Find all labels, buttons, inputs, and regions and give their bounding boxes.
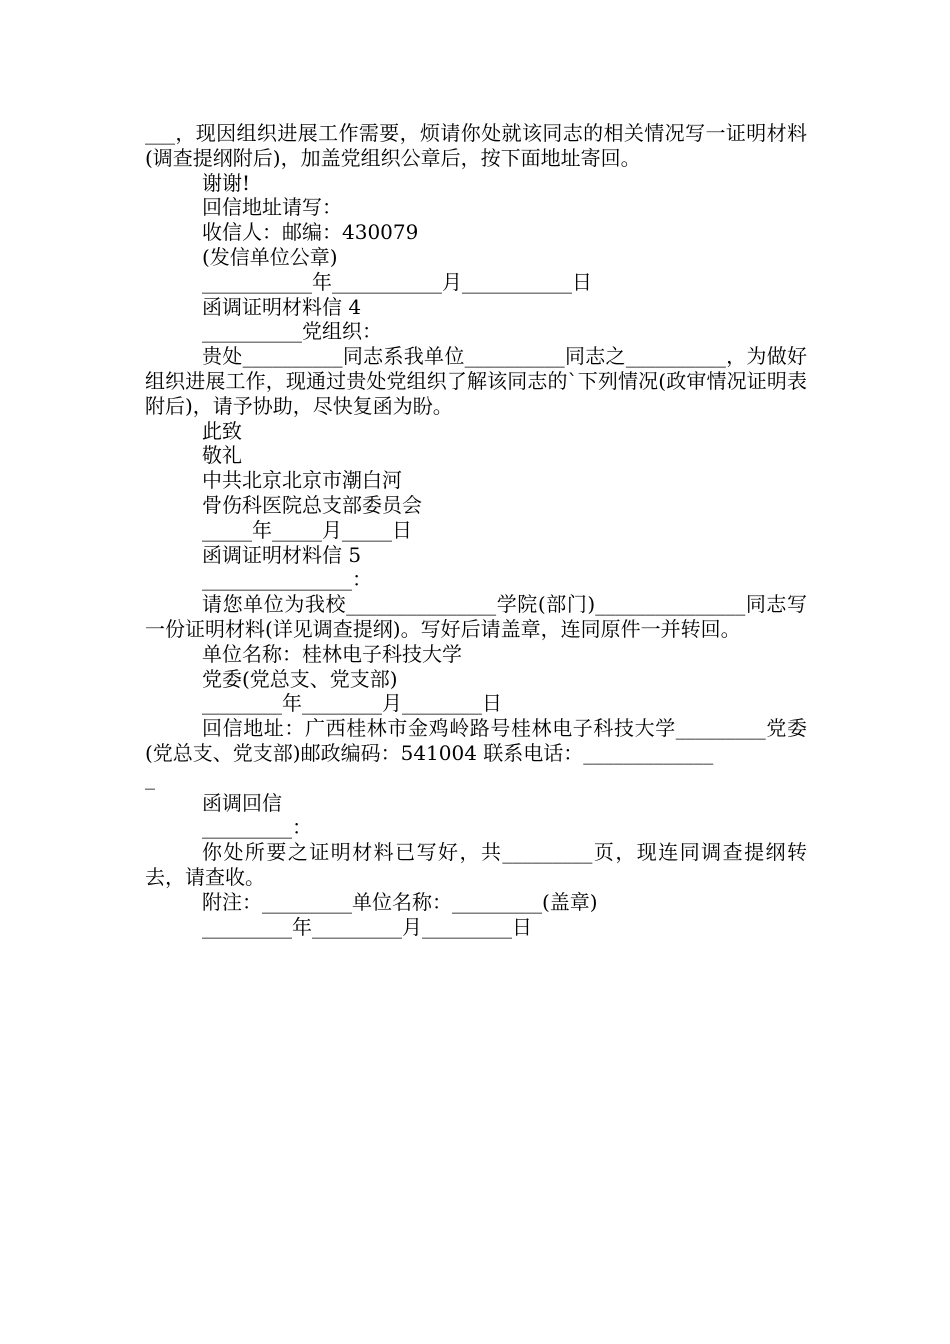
text-line-17: 请您单位为我校_______________学院(部门)_______________同志写一份证明材料(详见调查提纲)。写好后请盖章，连同原件一并转回。 bbox=[145, 592, 807, 641]
text-line-9: 贵处__________同志系我单位__________同志之__________，为做好组织进展工作，现通过贵处党组织了解该同志的`下列情况(政审情况证明表附后)，请予协助，尽快复函为盼。 bbox=[145, 344, 807, 418]
date-line-4: _________年_________月_________日 bbox=[202, 914, 532, 939]
heading-letter-5: 函调证明材料信 5 bbox=[202, 542, 362, 567]
text-line-8: __________党组织： bbox=[202, 319, 382, 344]
text-line-16: _______________： bbox=[202, 567, 372, 592]
text-line-24: _________： bbox=[202, 815, 312, 840]
date-line-3: ________年________月________日 bbox=[202, 691, 502, 716]
heading-reply-letter: 函调回信 bbox=[202, 790, 282, 815]
text-line-1: ___，现因组织进展工作需要，烦请你处就该同志的相关情况写一证明材料(调查提纲附后)，加盖党组织公章后，按下面地址寄回。 bbox=[145, 121, 807, 170]
text-line-22: _ bbox=[145, 765, 155, 790]
text-line-3: 回信地址请写： bbox=[202, 195, 342, 220]
heading-letter-4: 函调证明材料信 4 bbox=[202, 294, 362, 319]
text-line-13: 骨伤科医院总支部委员会 bbox=[202, 492, 422, 517]
text-line-26: 附注：_________单位名称：_________(盖章) bbox=[202, 889, 598, 914]
text-line-11: 敬礼 bbox=[202, 443, 242, 468]
text-line-21: 回信地址：广西桂林市金鸡岭路号桂林电子科技大学_________党委(党总支、党支部)邮政编码：541004 联系电话：_____________ bbox=[145, 716, 807, 765]
text-line-2: 谢谢! bbox=[202, 170, 251, 195]
text-line-12: 中共北京北京市潮白河 bbox=[202, 468, 402, 493]
date-line-2: _____年_____月_____日 bbox=[202, 517, 412, 542]
document-body bbox=[145, 121, 807, 939]
text-line-25: 你处所要之证明材料已写好，共_________页，现连同调查提纲转去，请查收。 bbox=[145, 840, 807, 889]
text-line-10: 此致 bbox=[202, 418, 242, 443]
text-line-19: 党委(党总支、党支部) bbox=[202, 666, 398, 691]
text-line-18: 单位名称：桂林电子科技大学 bbox=[202, 641, 462, 666]
text-line-5: (发信单位公章) bbox=[202, 244, 338, 269]
date-line-1: ___________年___________月___________日 bbox=[202, 269, 592, 294]
text-line-4: 收信人：邮编：430079 bbox=[202, 220, 419, 245]
